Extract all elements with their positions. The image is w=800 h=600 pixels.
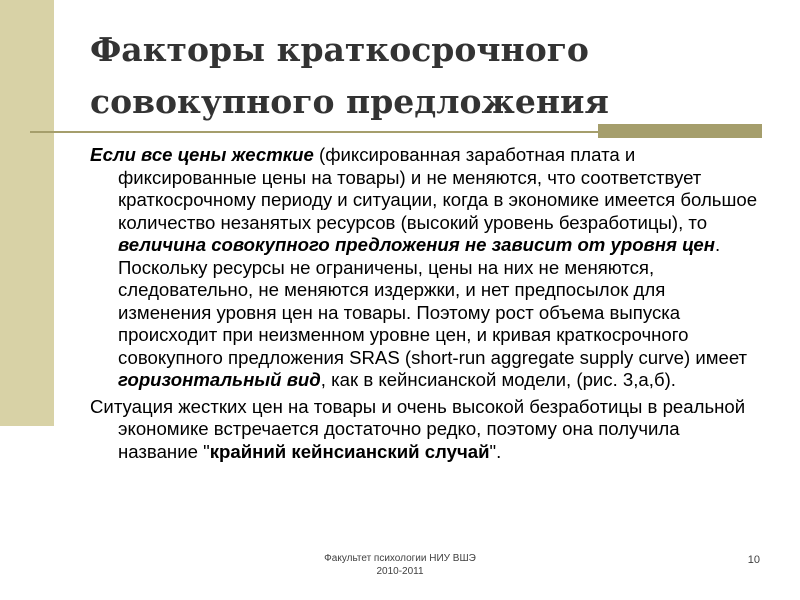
page-number: 10 — [747, 554, 760, 566]
body-paragraph-1 — [90, 144, 760, 392]
title-line-1: Факторы краткосрочного — [90, 30, 589, 69]
paragraph-2-emphasis: крайний кейнсианский случай — [209, 440, 490, 462]
paragraph-1-lead: Если все цены жесткие — [90, 144, 314, 165]
paragraph-1-emphasis-1: величина совокупного предложения не зависит от уровня цен — [118, 234, 716, 255]
paragraph-1-emphasis-2: горизонтальный вид — [118, 369, 321, 390]
slide-body — [90, 144, 760, 467]
paragraph-1-text-3: , как в кейнсианской модели, (рис. 3,а,б). — [320, 369, 676, 390]
paragraph-1-text-2: . Поскольку ресурсы не ограничены, цены на них не меняются, следовательно, не меняются издержки, и нет предпосылок для изменения уровня цен на товары. Поэтому рост объема выпуска происходит при неизменном уровне цен, и кривая краткосрочного совокупного предложения SRAS (short-run aggregate supply curve) имеет — [118, 234, 748, 368]
title-line-2: совокупного предложения — [90, 82, 609, 121]
paragraph-2-text-2: ". — [489, 440, 502, 462]
slide-footer — [300, 552, 500, 578]
left-decorative-band — [0, 0, 54, 426]
footer-line-1: Факультет психологии НИУ ВШЭ — [324, 553, 476, 564]
slide-title — [90, 24, 770, 128]
paragraph-2-text-1: Ситуация жестких цен на товары и очень высокой безработицы в реальной экономике встречается достаточно редко, поэтому она получила название " — [90, 395, 746, 462]
body-paragraph-2 — [90, 396, 760, 464]
footer-line-2: 2010-2011 — [376, 566, 424, 577]
paragraph-1-text-1: (фиксированная заработная плата и фиксированные цены на товары) и не меняются, что соответствует краткосрочному периоду и ситуации, когда в экономике имеется большое количество незанятых ресурсов (высокий уровень безработицы), то — [118, 144, 758, 233]
title-divider-block — [598, 124, 762, 138]
title-divider-line — [30, 131, 598, 133]
